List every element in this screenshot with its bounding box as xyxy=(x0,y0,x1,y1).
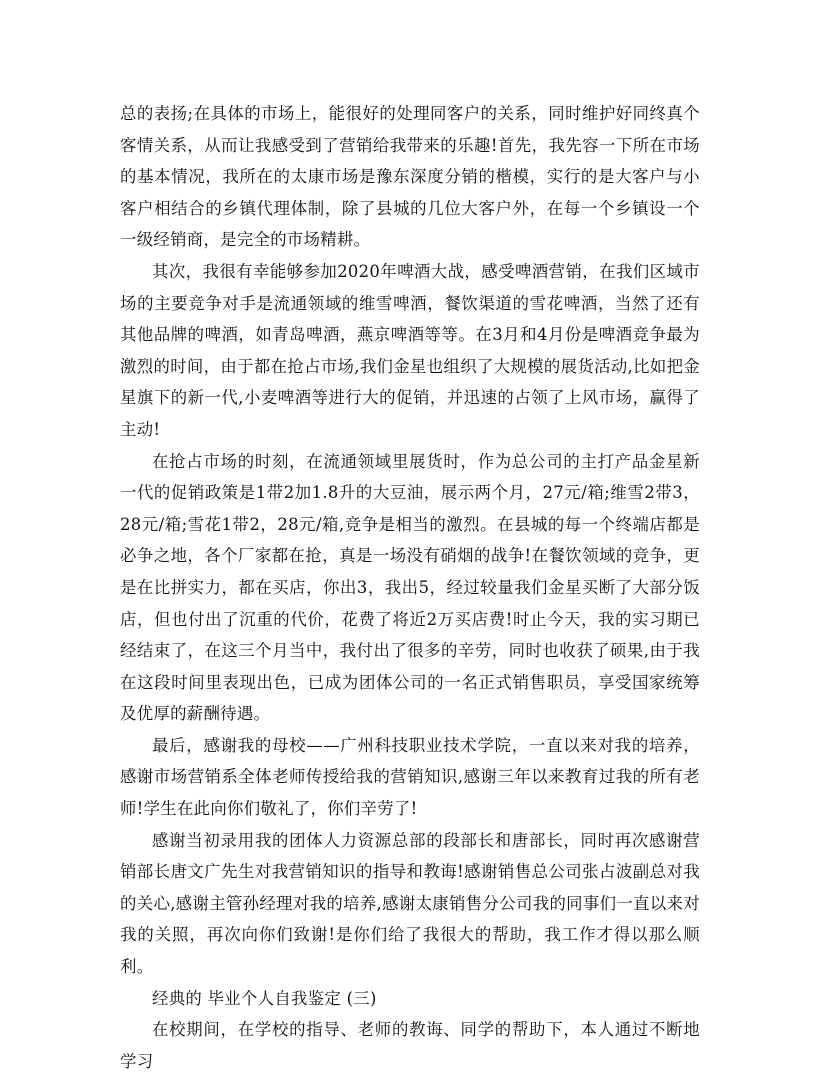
paragraph-promotion-policy: 在抢占市场的时刻，在流通领域里展货时，作为总公司的主打产品金星新一代的促销政策是1带2加1.8升的大豆油，展示两个月，27元/箱;维雪2带3，28元/箱;雪花1带2，28元/箱,竞争是相当的激烈。在县城的每一个终端店都是必争之地，各个厂家都在抢，真是一场没有硝烟的战争!在餐饮领域的竞争，更是在比拼实力，都在买店，你出3，我出5，经过较量我们金星买断了大部分饭店，但也付出了沉重的代价，花费了将近2万买店费!时止今天，我的实习期已经结束了，在这三个月当中，我付出了很多的辛劳，同时也收获了硕果,由于我在这段时间里表现出色，已成为团体公司的一名正式销售职员，享受国家统筹及优厚的薪酬待遇。 xyxy=(120,451,700,724)
section-heading: 经典的 毕业个人自我鉴定 (三) xyxy=(152,988,377,1008)
paragraph-market-intro: 总的表扬;在具体的市场上，能很好的处理同客户的关系，同时维护好同终真个客情关系，从而让我感受到了营销给我带来的乐趣!首先，我先容一下所在市场的基本情况，我所在的太康市场是豫东深度分销的楷模，实行的是大客户与小客户相结合的乡镇代理体制，除了县城的几位大客户外，在每一个乡镇设一个一级经销商，是完全的市场精耕。 xyxy=(120,104,700,250)
document-body xyxy=(120,98,700,1077)
paragraph-beer-competition: 其次，我很有幸能够参加2020年啤酒大战，感受啤酒营销，在我们区域市场的主要竞争对手是流通领域的维雪啤酒，餐饮渠道的雪花啤酒，当然了还有其他品牌的啤酒，如青岛啤酒，燕京啤酒等等。在3月和4月份是啤酒竞争最为激烈的时间，由于都在抢占市场,我们金星也组织了大规模的展货活动,比如把金星旗下的新一代,小麦啤酒等进行大的促销，并迅速的占领了上风市场，赢得了主动! xyxy=(120,261,700,439)
paragraph-thanks-colleagues: 感谢当初录用我的团体人力资源总部的段部长和唐部长，同时再次感谢营销部长唐文广先生对我营销知识的指导和教诲!感谢销售总公司张占波副总对我的关心,感谢主管孙经理对我的培养,感谢太康销售分公司我的同事们一直以来对我的关照，再次向你们致谢!是你们给了我很大的帮助，我工作才得以那么顺利。 xyxy=(120,830,700,977)
paragraph-thanks-school: 最后，感谢我的母校——广州科技职业技术学院，一直以来对我的培养，感谢市场营销系全体老师传授给我的营销知识,感谢三年以来教育过我的所有老师!学生在此向你们敬礼了，你们辛劳了! xyxy=(120,735,700,819)
paragraph-school-period: 在校期间，在学校的指导、老师的教诲、同学的帮助下，本人通过不断地学习 xyxy=(120,1020,700,1071)
